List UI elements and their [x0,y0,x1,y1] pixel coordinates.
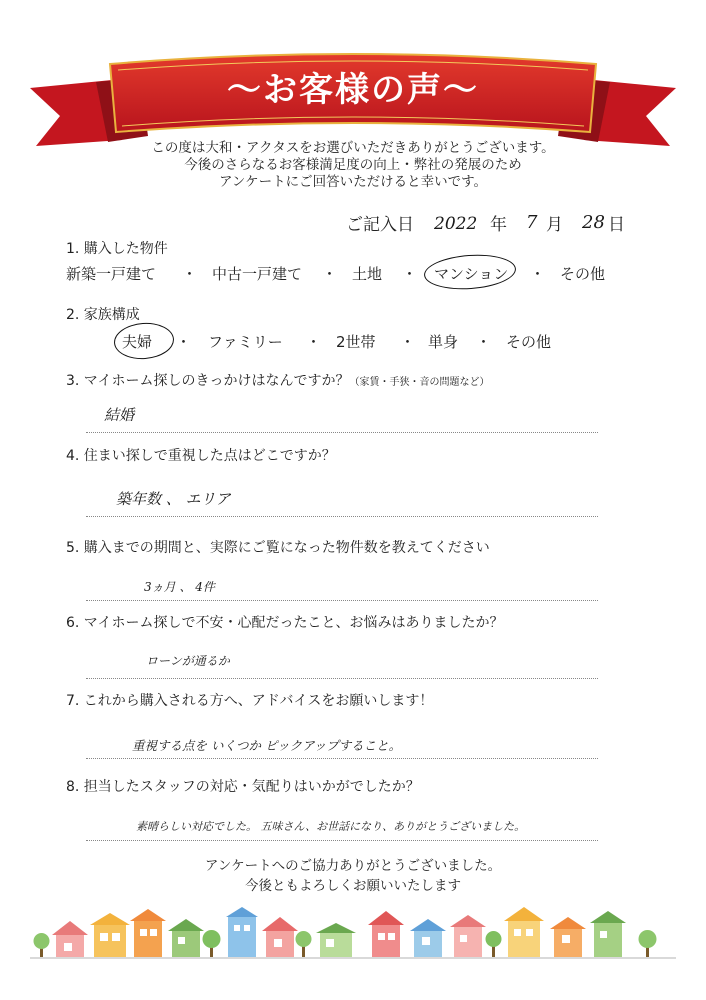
tree-icon [34,933,50,957]
question-7-label: 7. これから購入される方へ、アドバイスをお願いします！ [66,693,434,709]
question-3-answer: 結婚 [104,406,135,424]
tree-icon [203,930,221,957]
option-used-house: 中古一戸建て [212,265,303,283]
house-icon [368,911,404,957]
intro-line: この度は大和・アクタスをお選びいただきありがとうございます。 [151,140,555,156]
question-2-options [122,331,582,355]
question-3-text: 3. マイホーム探しのきっかけはなんですか？ [66,373,350,389]
date-label: ご記入日 [346,215,414,235]
question-1-label: 1. 購入した物件 [66,241,168,257]
house-icon [90,913,130,957]
separator: ・ [402,265,418,283]
answer-line [86,840,598,841]
house-icon [130,909,166,957]
answer-line [86,516,598,517]
option-family: ファミリー [208,333,283,351]
question-2-label: 2. 家族構成 [66,307,140,323]
answer-line [86,678,598,679]
entry-date [346,208,686,238]
separator: ・ [176,333,192,351]
house-icon [550,917,586,957]
house-icon [226,907,258,957]
page-title: 〜お客様の声〜 [227,70,479,110]
option-couple: 夫婦 [122,333,153,351]
house-icon [590,911,626,957]
question-1-options [66,263,626,287]
house-icon [262,917,298,957]
tree-icon [486,931,502,957]
separator: ・ [322,265,338,283]
house-icon [316,923,356,957]
intro-line: アンケートにご回答いただけると幸いです。 [218,174,488,190]
option-new-house: 新築一戸建て [66,265,157,283]
date-year-unit: 年 [490,215,507,235]
separator: ・ [400,333,416,351]
option-other: その他 [560,265,606,283]
house-icon [168,919,204,957]
separator: ・ [530,265,546,283]
option-other: その他 [506,333,552,351]
question-5-label: 5. 購入までの期間と、実際にご覧になった物件数を教えてください [66,540,490,556]
date-month-unit: 月 [546,215,563,235]
question-4-label: 4. 住まい探しで重視した点はどこですか？ [66,448,336,464]
tree-icon [639,930,657,957]
date-day-value: 28 [582,212,605,233]
date-year-value: 2022 [434,214,478,234]
closing-message [0,856,706,896]
answer-line [86,600,598,601]
intro-text [0,140,706,191]
house-icon [52,921,88,957]
selected-circle-mark [113,321,175,361]
separator: ・ [476,333,492,351]
date-day-unit: 日 [608,215,625,235]
house-icon [504,907,544,957]
closing-line: 今後ともよろしくお願いいたします [245,878,461,894]
question-5-answer: 3ヵ月 、 4件 [144,580,215,594]
option-land: 土地 [352,265,383,283]
question-6-label: 6. マイホーム探しで不安・心配だったこと、お悩みはありましたか？ [66,615,504,631]
question-6-answer: ローンが通るか [146,654,230,668]
separator: ・ [306,333,322,351]
question-8-answer: 素晴らしい対応でした。 五味さん、お世話になり、ありがとうございました。 [136,820,526,833]
closing-line: アンケートへのご協力ありがとうございました。 [204,858,502,874]
option-single: 単身 [428,333,459,351]
option-two-generation: 2世帯 [336,333,376,351]
question-3-label [66,370,490,390]
tree-icon [296,931,312,957]
answer-line [86,432,598,433]
date-month-value: 7 [526,212,538,233]
separator: ・ [182,265,198,283]
houses-illustration [30,905,676,965]
question-8-label: 8. 担当したスタッフの対応・気配りはいかがでしたか？ [66,779,420,795]
question-4-answer: 築年数 、 エリア [116,490,231,508]
option-condominium: マンション [434,265,509,283]
answer-line [86,758,598,759]
house-icon [450,915,486,957]
house-icon [410,919,446,957]
intro-line: 今後のさらなるお客様満足度の向上・弊社の発展のため [184,157,522,173]
question-3-note: （家賃・手狭・音の問題など） [349,377,490,388]
question-7-answer: 重視する点を いくつか ピックアップすること。 [132,738,402,753]
